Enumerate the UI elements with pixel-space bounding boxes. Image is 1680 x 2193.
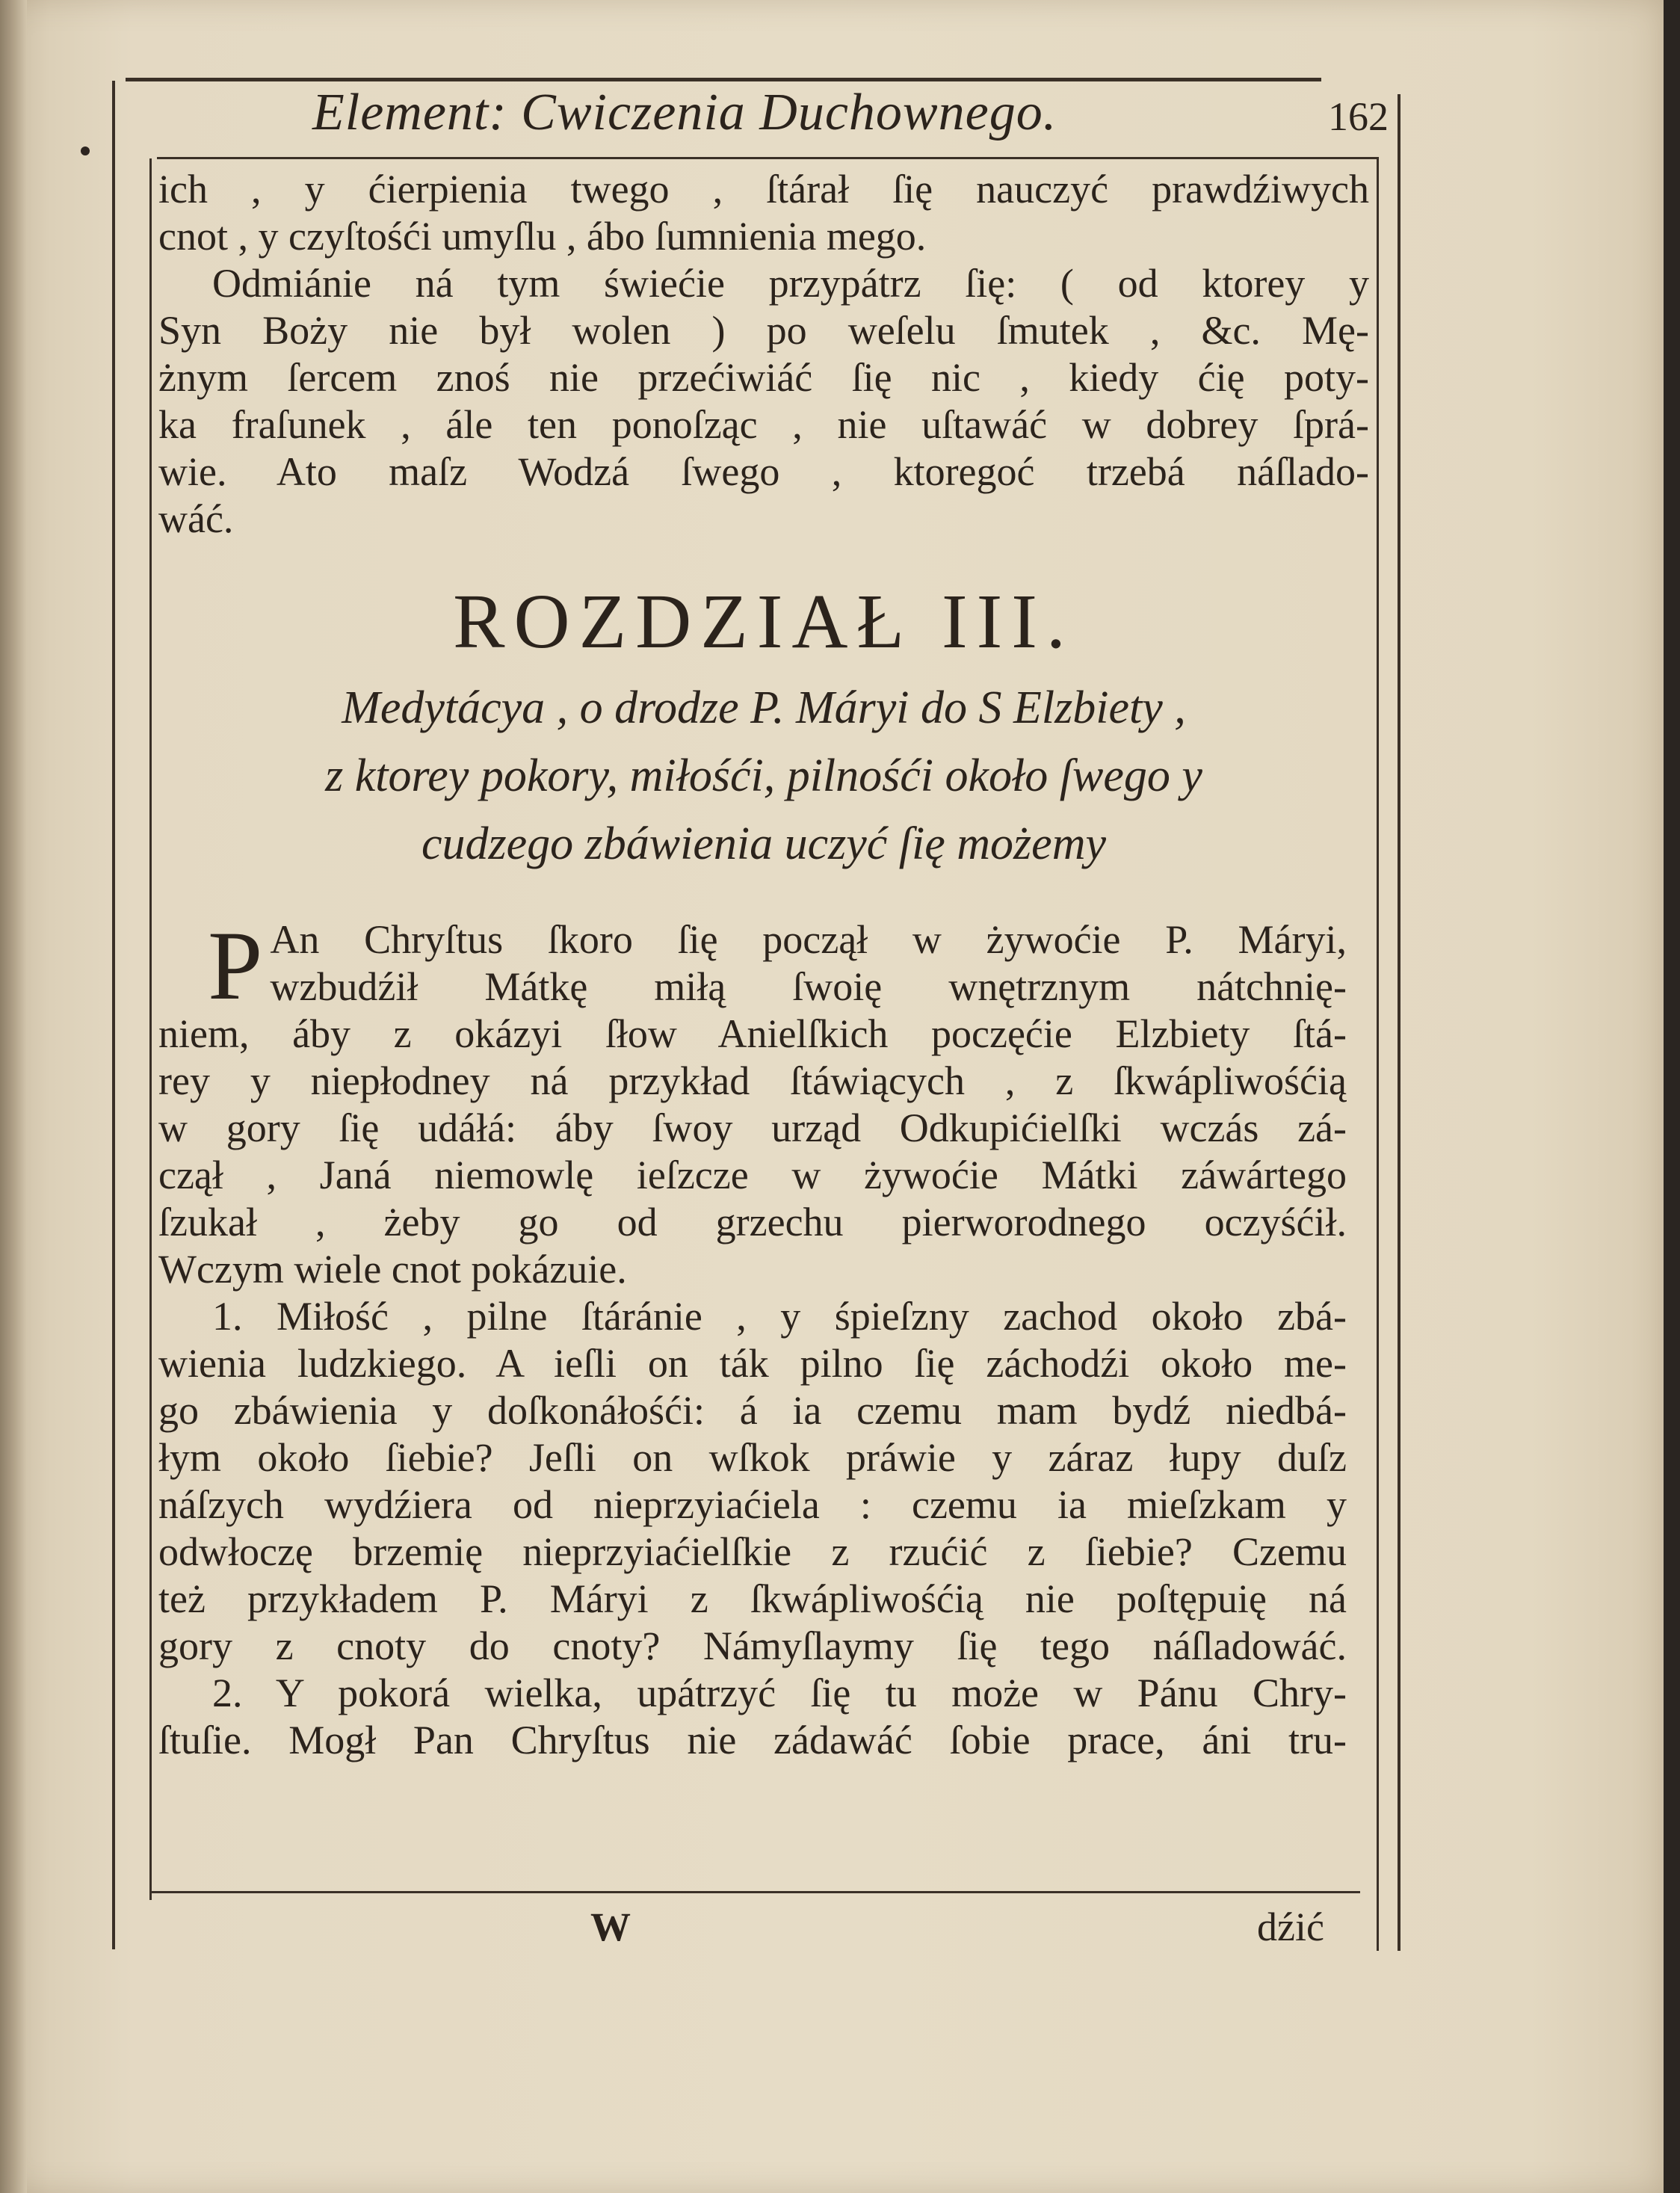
chapter-subtitle [158,674,1369,878]
text-line: wie. Ato maſz Wodzá ſwego , ktoregoć trzebá náſlado- [158,449,1369,494]
frame-rule-header [157,157,1379,159]
page-gutter [0,0,27,2193]
chapter-title: ROZDZIAŁ III. [453,579,1075,664]
body-text [158,910,1347,1764]
text-line: Wczym wiele cnot pokázuie. [158,1247,627,1292]
text-line: wáć. [158,496,234,541]
text-line: rey y niepłodney ná przykład ſtáwiących , z ſkwápliwośćią [158,1058,1347,1103]
text-line: też przykładem P. Máryi z ſkwápliwośćią nie poſtępuię ná [158,1576,1347,1621]
subtitle-line: z ktorey pokory, miłośći, pilnośći około ſwego y [325,750,1202,801]
text-line: An Chryſtus ſkoro ſię począł w żywoćie P. Máryi, [270,917,1347,962]
text-line: w gory ſię udáłá: áby ſwoy urząd Odkupićielſki wczás zá- [158,1105,1347,1150]
drop-cap: P [208,910,263,1020]
frame-rule-left-inner [149,158,152,1900]
text-line: ka fraſunek , ále ten ponoſząc , nie uſtawáć w dobrey ſprá- [158,402,1369,447]
frame-rule-right-inner [1377,157,1379,1951]
numbered-item-2: 2. Y pokorá wielka, upátrzyć ſię tu może w Pánu Chry- [212,1671,1347,1715]
text-line: cnot , y czyſtośći umyſlu , ábo ſumnienia mego. [158,214,927,259]
subtitle-line: cudzego zbáwienia uczyć ſię możemy [421,818,1106,869]
text-line: gory z cnoty do cnoty? Námyſlaymy ſię tego náſladowáć. [158,1623,1347,1668]
subtitle-line: Medytácya , o drodze P. Máryi do S Elzbiety , [342,682,1186,733]
page-header [312,79,1389,151]
frame-rule-left-outer [112,81,115,1949]
numbered-item-1: 1. Miłość , pilne ſtáránie , y śpieſzny zachod około zbá- [212,1294,1347,1339]
text-line: niem, áby z okázyi ſłow Anielſkich poczęćie Elzbiety ſtá- [158,1011,1347,1056]
page-number: 162 [1328,94,1389,139]
running-head: Element: Cwiczenia Duchownego. [312,84,1057,141]
text-line: odwłoczę brzemię nieprzyiaćielſkie z rzućić z ſiebie? Czemu [158,1529,1347,1574]
text-line: ich , y ćierpienia twego , ſtárał ſię nauczyć prawdźiwych [158,167,1369,212]
ink-dot [81,146,90,155]
text-line: żnym ſercem znoś nie przećiwiáć ſię nic , kiedy ćię poty- [158,355,1369,400]
text-line: go zbáwienia y doſkonáłośći: á ia czemu mam bydź niedbá- [158,1388,1347,1433]
catchword: dźić [1257,1904,1324,1949]
text-line: náſzych wydźiera od nieprzyiaćiela : czemu ia mieſzkam y [158,1482,1347,1527]
text-block [158,166,1369,1762]
text-line: wienia ludzkiego. A ieſli on ták pilno ſię záchodźi około me- [158,1341,1347,1386]
text-line: łym około ſiebie? Jeſli on wſkok práwie y záraz łupy duſz [158,1435,1347,1480]
text-line: ſzukał , żeby go od grzechu pierworodnego oczyśćił. [158,1200,1347,1244]
text-line: Odmiánie ná tym świećie przypátrz ſię: ( od ktorey y [212,261,1369,306]
signature-mark: W [590,1904,631,1949]
page-footer [158,1897,1324,1957]
text-line: czął , Janá niemowlę ieſzcze w żywoćie Mátki záwártego [158,1153,1347,1197]
frame-rule-right-outer [1398,94,1400,1951]
text-line: wzbudźił Mátkę miłą ſwoię wnętrznym nátchnię- [270,964,1347,1009]
text-line: ſtuſie. Mogł Pan Chryſtus nie zádawáć ſobie prace, áni tru- [158,1718,1347,1762]
frame-rule-bottom [149,1891,1360,1893]
text-line: Syn Boży nie był wolen ) po weſelu ſmutek , &c. Mę- [158,308,1369,353]
